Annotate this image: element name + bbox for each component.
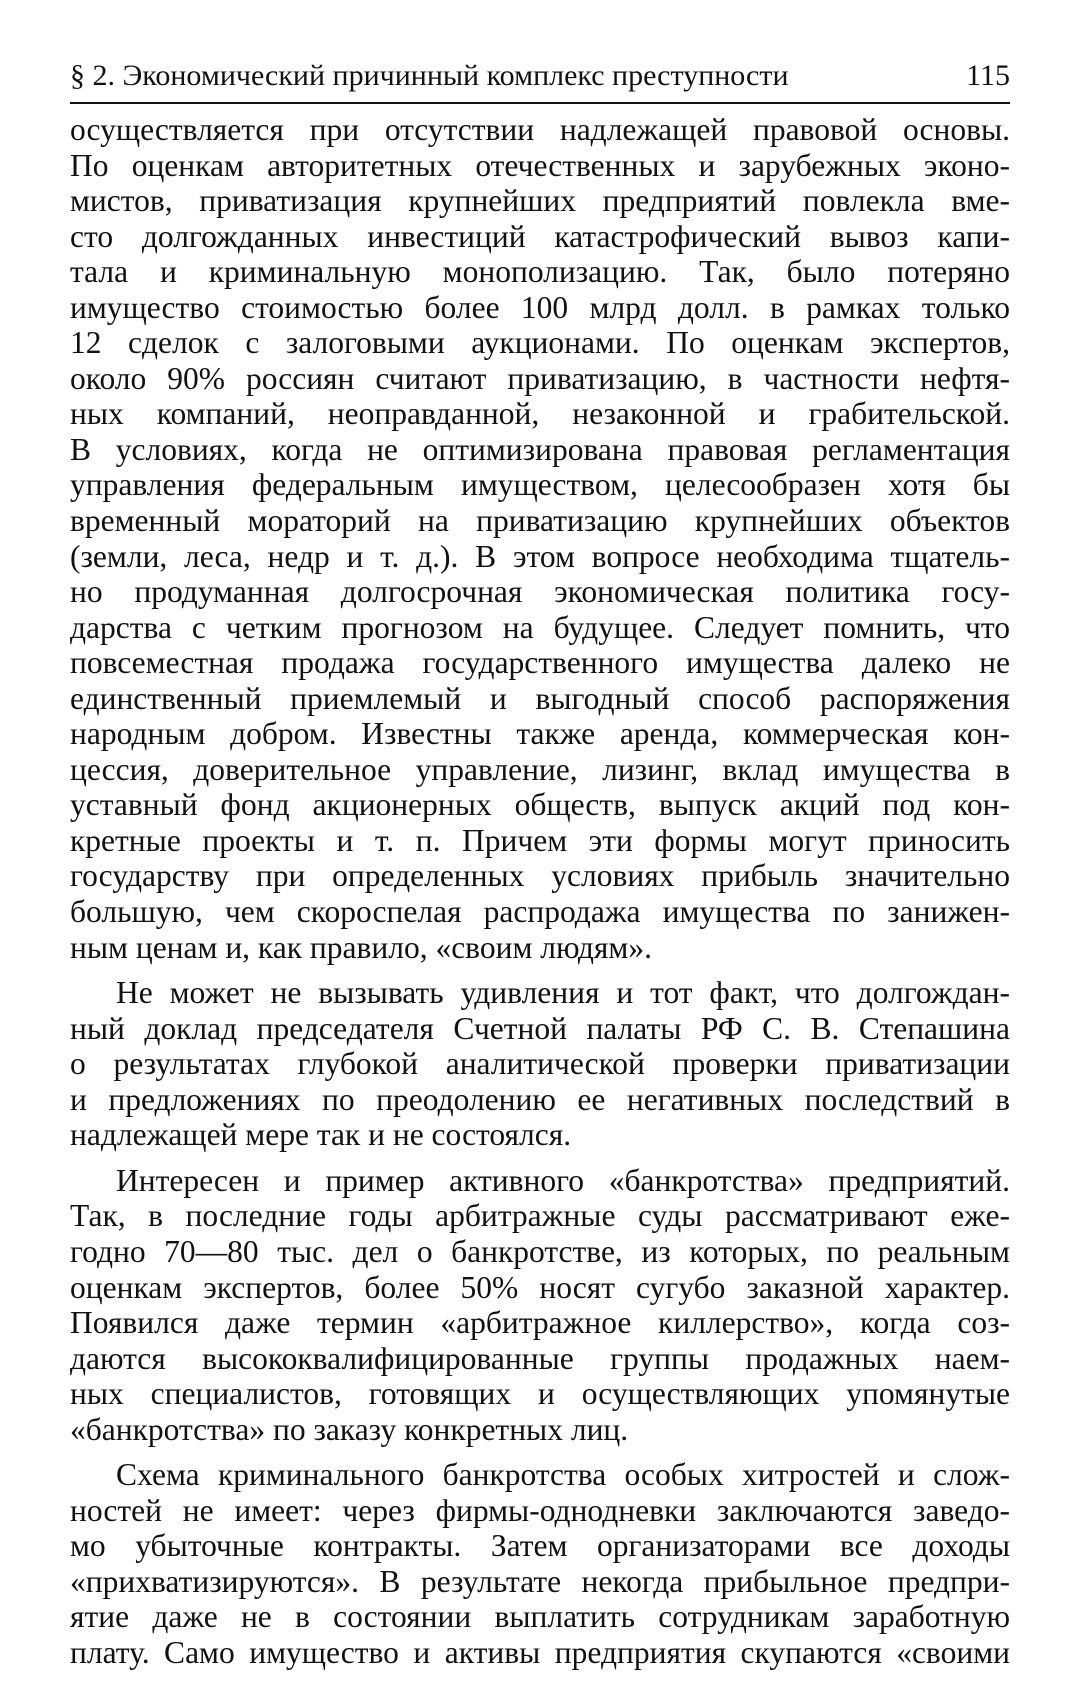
paragraph-gap [70, 965, 1010, 975]
text-line: дарства с четким прогнозом на будущее. Следует помнить, что [70, 609, 1010, 645]
text-line: По оценкам авторитетных отечественных и зарубежных эконо- [70, 147, 1010, 183]
book-page [70, 56, 1010, 1671]
text-line: Появился даже термин «арбитражное киллерство», когда соз- [70, 1305, 1010, 1341]
text-line: Интересен и пример активного «банкротства» предприятий. [116, 1162, 1010, 1198]
text-line: Так, в последние годы арбитражные суды рассматривают еже- [70, 1198, 1010, 1234]
text-line: цессия, доверительное управление, лизинг, вклад имущества в [70, 751, 1010, 787]
text-line: «прихватизируются». В результате некогда прибыльное предпри- [70, 1563, 1010, 1599]
text-line: осуществляется при отсутствии надлежащей правовой основы. [70, 112, 1010, 147]
text-line: но продуманная долгосрочная экономическая политика госу- [70, 574, 1010, 610]
text-line: ных компаний, неоправданной, незаконной и грабительской. [70, 396, 1010, 432]
text-line: государству при определенных условиях прибыль значительно [70, 858, 1010, 894]
text-line: повсеместная продажа государственного имущества далеко не [70, 645, 1010, 681]
section-title: § 2. Экономический причинный комплекс преступности [70, 59, 789, 92]
paragraph [70, 1163, 1010, 1447]
text-line: мистов, приватизация крупнейших предприятий повлекла вме- [70, 183, 1010, 219]
text-line: управления федеральным имуществом, целесообразен хотя бы [70, 467, 1010, 503]
text-line: народным добром. Известны также аренда, коммерческая кон- [70, 716, 1010, 752]
paragraph-gap [70, 1153, 1010, 1163]
text-line: и предложениях по преодолению ее негативных последствий в [70, 1081, 1010, 1117]
text-line: 12 сделок с залоговыми аукционами. По оценкам экспертов, [70, 325, 1010, 361]
paragraph [70, 1457, 1010, 1670]
text-line: единственный приемлемый и выгодный способ распоряжения [70, 680, 1010, 716]
paragraph-gap [70, 1447, 1010, 1457]
text-line: плату. Само имущество и активы предприятия скупаются «своими [70, 1634, 1010, 1670]
body-text [70, 112, 1010, 1671]
text-line: временный мораторий на приватизацию крупнейших объектов [70, 503, 1010, 539]
text-line: Не может не вызывать удивления и тот факт, что долгождан- [116, 975, 1010, 1011]
text-line: около 90% россиян считают приватизацию, в частности нефтя- [70, 360, 1010, 396]
text-line: большую, чем скороспелая распродажа имущества по занижен- [70, 894, 1010, 930]
text-line: ностей не имеет: через фирмы-однодневки заключаются заведо- [70, 1492, 1010, 1528]
text-line: даются высококвалифицированные группы продажных наем- [70, 1340, 1010, 1376]
text-line: В условиях, когда не оптимизирована правовая регламентация [70, 431, 1010, 467]
text-line: надлежащей мере так и не состоялся. [70, 1117, 572, 1153]
text-line: тала и криминальную монополизацию. Так, было потеряно [70, 254, 1010, 290]
paragraph [70, 112, 1010, 965]
text-line: ных специалистов, готовящих и осуществляющих упомянутые [70, 1376, 1010, 1412]
text-line: годно 70—80 тыс. дел о банкротстве, из которых, по реальным [70, 1233, 1010, 1269]
running-header [70, 56, 1010, 104]
text-line: о результатах глубокой аналитической проверки приватизации [70, 1046, 1010, 1082]
text-line: ным ценам и, как правило, «своим людям». [70, 929, 652, 965]
text-line: «банкротства» по заказу конкретных лиц. [70, 1411, 629, 1447]
text-line: имущество стоимостью более 100 млрд долл. в рамках только [70, 289, 1010, 325]
text-line: уставный фонд акционерных обществ, выпуск акций под кон- [70, 787, 1010, 823]
text-line: ятие даже не в состоянии выплатить сотрудникам заработную [70, 1599, 1010, 1635]
text-line: мо убыточные контракты. Затем организаторами все доходы [70, 1528, 1010, 1564]
paragraph [70, 975, 1010, 1153]
text-line: Схема криминального банкротства особых хитростей и слож- [116, 1457, 1010, 1493]
page-number: 115 [966, 59, 1010, 92]
text-line: (земли, леса, недр и т. д.). В этом вопросе необходима тщатель- [70, 538, 1010, 574]
text-line: оценкам экспертов, более 50% носят сугубо заказной характер. [70, 1269, 1010, 1305]
text-line: ный доклад председателя Счетной палаты РФ С. В. Степашина [70, 1010, 1010, 1046]
text-line: кретные проекты и т. п. Причем эти формы могут приносить [70, 822, 1010, 858]
text-line: сто долгожданных инвестиций катастрофический вывоз капи- [70, 218, 1010, 254]
